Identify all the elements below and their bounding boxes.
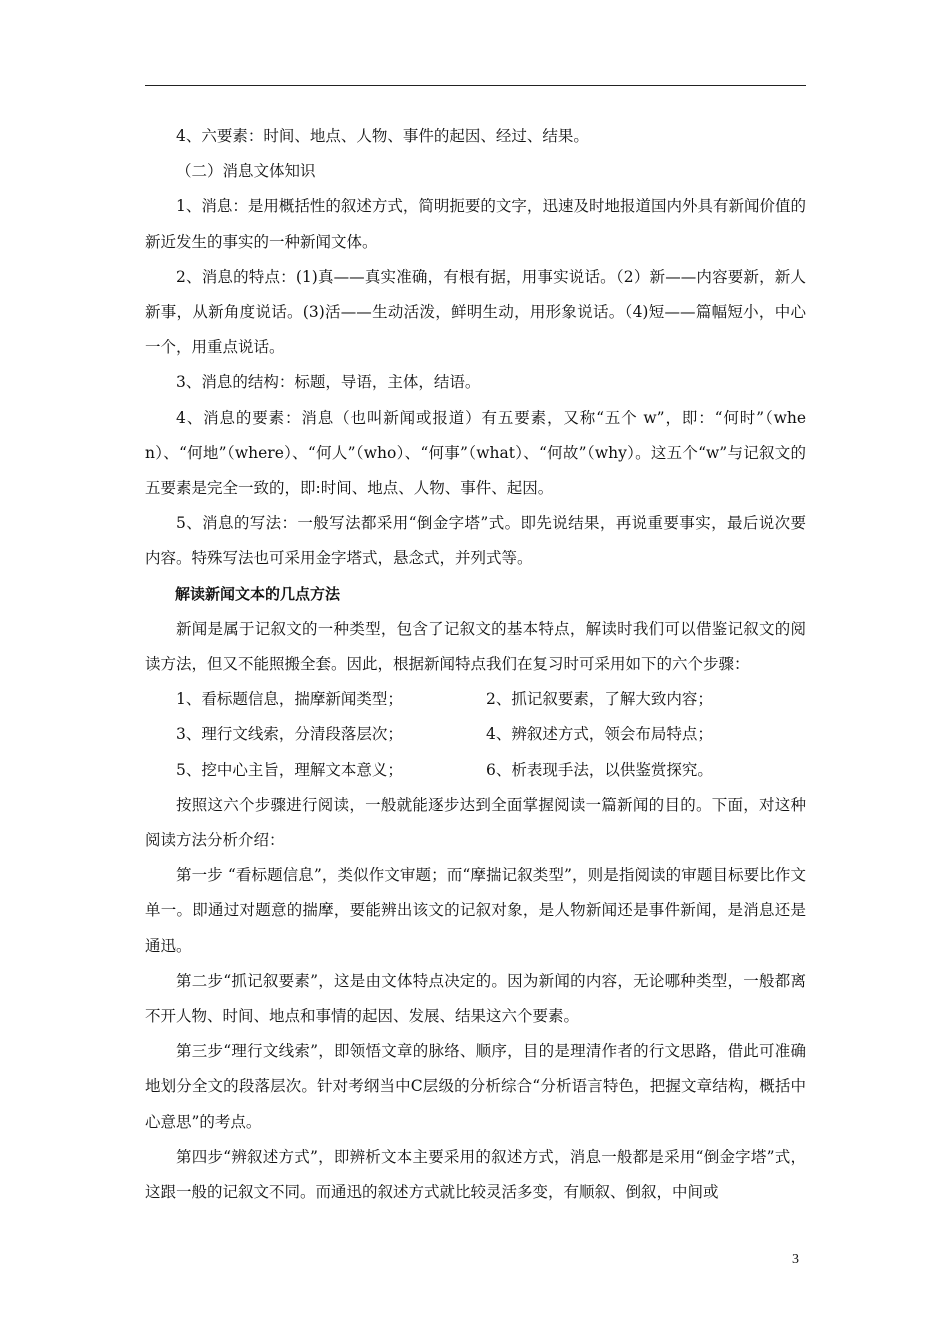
paragraph-news-definition: 1、消息：是用概括性的叙述方式，简明扼要的文字，迅速及时地报道国内外具有新闻价值的新近发生的事实的一种新闻文体。 — [145, 197, 806, 251]
paragraph-intro: 新闻是属于记叙文的一种类型，包含了记叙文的基本特点，解读时我们可以借鉴记叙文的阅读方法，但又不能照搬全套。因此，根据新闻特点我们在复习时可采用如下的六个步骤： — [145, 619, 806, 674]
paragraph-step-four: 第四步“辨叙述方式”，即辨析文本主要采用的叙述方式，消息一般都是采用“倒金字塔”式，这跟一般的记叙文不同。而通迅的叙述方式就比较灵活多变，有顺叙、倒叙，中间或 — [145, 1147, 806, 1202]
step-item: 3、理行文线索，分清段落层次； — [176, 725, 403, 744]
steps-row — [145, 753, 806, 788]
paragraph-reading-steps: 按照这六个步骤进行阅读，一般就能逐步达到全面掌握阅读一篇新闻的目的。下面，对这种阅读方法分析介绍： — [145, 795, 806, 850]
section-heading: 解读新闻文本的几点方法 — [175, 584, 341, 603]
paragraph-news-elements: 4、消息的要素：消息（也叫新闻或报道）有五要素，又称“五个 w”，即：“何时”（when）、“何地”（where）、“何人”（who）、“何事”（what）、“何故”（why）。这五个“w”与记叙文的五要素是完全一致的，即:时间、地点、人物、事件、起因。 — [145, 408, 806, 498]
paragraph-step-two: 第二步“抓记叙要素”，这是由文体特点决定的。因为新闻的内容，无论哪种类型，一般都离不开人物、时间、地点和事情的起因、发展、结果这六个要素。 — [145, 971, 806, 1026]
paragraph-news-features: 2、消息的特点：(1)真——真实准确，有根有据，用事实说话。（2）新——内容要新，新人新事，从新角度说话。(3)活——生动活泼，鲜明生动，用形象说话。（4)短——篇幅短小，中心一个，用重点说话。 — [145, 267, 806, 357]
steps-list — [145, 682, 806, 788]
steps-row — [145, 717, 806, 752]
paragraph-news-writing: 5、消息的写法：一般写法都采用“倒金字塔”式。即先说结果，再说重要事实，最后说次要内容。特殊写法也可采用金字塔式，悬念式，并列式等。 — [145, 514, 806, 568]
steps-row — [145, 682, 806, 717]
paragraph-news-structure: 3、消息的结构：标题，导语，主体，结语。 — [176, 373, 481, 392]
page-body — [145, 119, 806, 1210]
step-item: 6、析表现手法，以供鉴赏探究。 — [486, 760, 713, 779]
step-item: 4、辨叙述方式，领会布局特点； — [486, 725, 713, 744]
step-item: 1、看标题信息，揣摩新闻类型； — [176, 690, 403, 709]
step-item: 2、抓记叙要素，了解大致内容； — [486, 690, 713, 709]
paragraph-step-one: 第一步 “看标题信息”，类似作文审题；而“摩揣记叙类型”，则是指阅读的审题目标要比作文单一。即通过对题意的揣摩，要能辨出该文的记叙对象，是人物新闻还是事件新闻，是消息还是通迅。 — [145, 866, 806, 955]
header-rule — [145, 85, 806, 86]
subsection-heading-news-knowledge: （二）消息文体知识 — [176, 162, 316, 181]
paragraph-six-elements: 4、六要素：时间、地点、人物、事件的起因、经过、结果。 — [176, 127, 589, 145]
page-number: 3 — [792, 1252, 799, 1267]
step-item: 5、挖中心主旨，理解文本意义； — [176, 760, 403, 779]
paragraph-step-three: 第三步“理行文线索”，即领悟文章的脉络、顺序，目的是理清作者的行文思路，借此可准确地划分全文的段落层次。针对考纲当中C层级的分析综合“分析语言特色，把握文章结构，概括中心意思”的考点。 — [145, 1042, 806, 1131]
